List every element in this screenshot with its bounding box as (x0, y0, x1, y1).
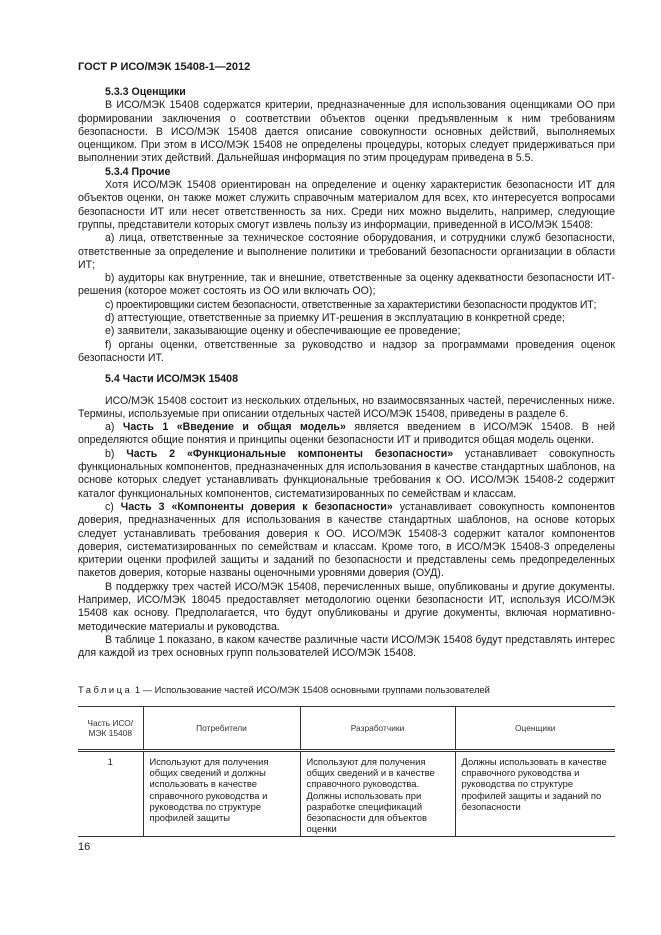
column-header-developers: Разработчики (300, 707, 455, 751)
table-header-row (78, 707, 615, 751)
list-marker: c) (105, 500, 121, 513)
paragraph: В поддержку трех частей ИСО/МЭК 15408, перечисленных выше, опубликованы и другие документы. Например, ИСО/МЭК 18045 предоставляет методологию оценки безопасности ИТ, используя ИСО/МЭК 15408 как основу. Предполагается, что будут опубликованы и другие документы, включая нормативно-методические материалы и руководства. (78, 580, 615, 633)
cell-developers: Используют для получения общих сведений и в качестве справочного руководства. Должны использовать при разработке спецификаций безопасности для объектов оценки (300, 751, 455, 837)
paragraph: Хотя ИСО/МЭК 15408 ориентирован на определение и оценку характеристик безопасности ИТ для объектов оценки, он также может служить справочным материалом для всех, кто интересуется вопросами безопасности ИТ или несет ответственность за них. Среди них можно выделить, например, следующие группы, представители которых смогут извлечь пользу из информации, приведенной в ИСО/МЭК 15408: (78, 179, 615, 231)
cell-consumers: Используют для получения общих сведений и должны использовать в качестве справочного руководства и руководства по структуре профилей защиты (143, 751, 300, 837)
part-text: устанавливает совокупность функциональных компонентов, предназначенных для использования в качестве стандартных шаблонов, на основе которых следует устанавливать функциональные требования к ОО. ИСО/МЭК 15408-2 содержит каталог функциональных компонентов, систематизированных по семействам и классам. (78, 447, 615, 500)
list-item: a) лица, ответственные за техническое состояние оборудования, и сотрудники служб безопасности, ответственные за определение и выполнение политики и требований безопасности организации в области ИТ; (78, 232, 615, 271)
column-header-part: Часть ИСО/МЭК 15408 (78, 707, 143, 751)
document-header: ГОСТ Р ИСО/МЭК 15408-1—2012 (78, 61, 251, 73)
column-header-consumers: Потребители (143, 707, 300, 751)
part-text: устанавливает совокупность компонентов доверия, предназначенных для использования в качестве стандартных шаблонов, на основе которых следует устанавливать требования доверия к ОО. ИСО/МЭК 15408-3 содержит каталог компонентов доверия, систематизированных по семействам и классам. Кроме того, в ИСО/МЭК 15408-3 определены критерии оценки профилей защиты и заданий по безопасности и представлены семь предопределенных пакетов доверия, которые названы оценочными уровнями доверия (ОУД). (78, 500, 615, 580)
table-caption (78, 683, 490, 696)
list-item: f) органы оценки, ответственные за руководство и надзор за программами проведения оценок безопасности ИТ. (78, 338, 615, 364)
part-title: Часть 3 «Компоненты доверия к безопасности» (120, 500, 393, 513)
section-heading-5-4: 5.4 Части ИСО/МЭК 15408 (105, 373, 238, 386)
cell-evaluators: Должны использовать в качестве справочного руководства и руководства по структуре профилей защиты и заданий по безопасности (455, 751, 615, 837)
part-text: является введением в ИСО/МЭК 15408. В ней определяются общие понятия и принципы оценки безопасности ИТ и приводится общая модель оценки. (78, 421, 615, 447)
section-heading-5-3-4: 5.3.4 Прочие (105, 165, 171, 178)
section-heading-5-3-3: 5.3.3 Оценщики (105, 86, 186, 98)
part-title: Часть 1 «Введение и общая модель» (122, 421, 346, 434)
document-body (78, 86, 615, 660)
part-title: Часть 2 «Функциональные компоненты безопасности» (126, 447, 454, 460)
table-caption-text: 1 — Использование частей ИСО/МЭК 15408 основными группами пользователей (132, 684, 490, 695)
table-row (78, 751, 615, 837)
list-item: e) заявители, заказывающие оценку и обеспечивающие ее проведение; (105, 325, 461, 338)
paragraph: В таблице 1 показано, в каком качестве различные части ИСО/МЭК 15408 будут представлять интерес для каждой из трех основных групп пользователей ИСО/МЭК 15408. (78, 633, 615, 660)
paragraph: В ИСО/МЭК 15408 содержатся критерии, предназначенные для использования оценщиками ОО при формировании заключения о соответствии объектов оценки предъявленным к ним требованиям безопасности. В ИСО/МЭК 15408 дается описание совокупности основных действий, выполняемых оценщиком. При этом в ИСО/МЭК 15408 не определены процедуры, которых следует придерживаться при выполнении этих действий. Дальнейшая информация по этим процедурам приведена в 5.5. (78, 99, 615, 165)
list-marker: a) (105, 421, 123, 434)
list-marker: b) (105, 447, 127, 460)
list-item: b) аудиторы как внутренние, так и внешние, ответственные за оценку адекватности безопасности ИТ-решения (которое может состоять из ОО или включать ОО); (78, 272, 615, 298)
cell-part: 1 (78, 751, 143, 837)
list-item: c) проектировщики систем безопасности, ответственные за характеристики безопасности продуктов ИТ; (105, 298, 597, 311)
list-item (78, 501, 615, 581)
list-item (78, 448, 615, 501)
column-header-evaluators: Оценщики (455, 707, 615, 751)
page-number: 16 (78, 841, 91, 853)
list-item: d) аттестующие, ответственные за приемку ИТ-решения в эксплуатацию в конкретной среде; (105, 312, 565, 325)
list-item (78, 421, 615, 448)
paragraph: ИСО/МЭК 15408 состоит из нескольких отдельных, но взаимосвязанных частей, перечисленных ниже. Термины, используемые при описании отдельных частей ИСО/МЭК 15408, приведены в разделе 6. (78, 394, 615, 420)
usage-table (78, 706, 615, 837)
table-caption-label: Таблица (78, 684, 133, 695)
